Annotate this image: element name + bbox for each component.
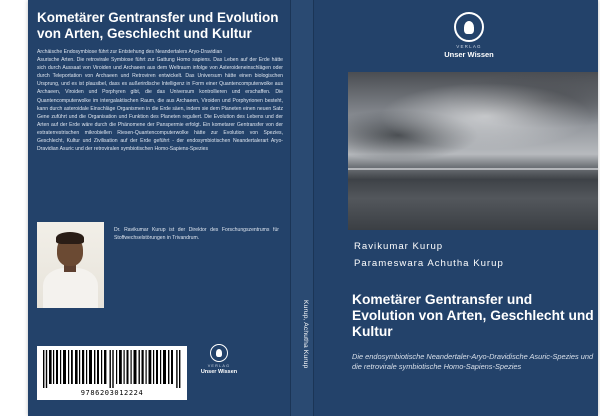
author-bio: Dr. Ravikumar Kurup ist der Direktor des Forschungszentrums für Stoffwechselstörungen in Trivandrum. xyxy=(114,227,279,242)
cover-photo-sea-sky xyxy=(348,72,598,230)
publisher-name: Unser Wissen xyxy=(200,369,238,375)
publisher-verlag-label: VERLAG xyxy=(456,44,482,49)
front-publisher-logo xyxy=(434,12,504,59)
description-paragraph: Asurische Arten. Die retrovirale Symbiose führt zur Gattung Homo sapiens. Das Leben auf der Erde hätte sich durch Aussaat von Viroiden und Archaeen aus dem Weltraum infolge von Asteroideneinschlägen oder durch Teleportation von Archaeen und Retroviren entwickelt. Das Universum hätte einen biologischen Ursprung, und es ist plausibel, dass es außerirdische Intelligenz in Form einer Quantencomputerwolke aus Archaeen, Viroiden und Porphyren gibt, die das Universum kontrollieren und erschaffen. Die Quantencomputerwolke im intergalaktischen Raum, die aus Archaeen, Viroiden und Porphyrionen besteht, kann durch asteroidale Einschläge Organismen in die Erde säen, indem sie dem Planeten einen neuen Satz Gene zuführt und die Organisation und Funktion des Planeten reguliert. Die Evolution des Lebens und der Arten auf der Erde wäre durch die Phänomene der Panspermie erfolgt. Ein kometarer Gentransfer von der extraterrestrischen mikrobiellen Riesen-Quantencomputerwolke hätte zur Evolution von Spezies, Geschlecht, Kultur und Zivilisation auf der Erde geführt - der endosymbiotischen Neandertalerart Aryo-Dravidian Asuric und der retroviralen symbiotischen Homo-Sapiens-Spezies xyxy=(37,57,283,153)
back-cover xyxy=(28,0,290,416)
barcode-bars xyxy=(43,350,181,388)
front-cover xyxy=(314,0,598,416)
publisher-name: Unser Wissen xyxy=(444,50,494,59)
description-paragraph: Archäische Endosymbiose führt zur Entstehung des Neandertalers Aryo-Dravidian xyxy=(37,49,223,55)
back-publisher-logo xyxy=(194,344,244,375)
isbn-digits: 9786203012224 xyxy=(80,389,144,397)
author-photo xyxy=(37,222,104,308)
front-cover-subtitle: Die endosymbiotische Neandertaler-Aryo-Dravidische Asuric-Spezies und die retrovirale symbiotische Homo-Sapiens-Spezies xyxy=(352,352,594,371)
author-name: Ravikumar Kurup xyxy=(354,241,444,252)
publisher-verlag-label: VERLAG xyxy=(207,364,231,368)
back-cover-description xyxy=(37,48,283,153)
publisher-emblem-icon xyxy=(210,344,228,362)
author-name: Parameswara Achutha Kurup xyxy=(354,258,504,269)
isbn-barcode xyxy=(37,346,187,400)
spine-authors: Kurup, Achutha Kurup xyxy=(302,300,309,369)
book-spine xyxy=(290,0,314,416)
publisher-emblem-icon xyxy=(454,12,484,42)
front-authors xyxy=(354,238,594,272)
back-cover-title: Kometärer Gentransfer und Evolution von Arten, Geschlecht und Kultur xyxy=(37,10,279,41)
book-cover xyxy=(28,0,598,416)
front-cover-title: Kometärer Gentransfer und Evolution von Arten, Geschlecht und Kultur xyxy=(352,292,594,339)
